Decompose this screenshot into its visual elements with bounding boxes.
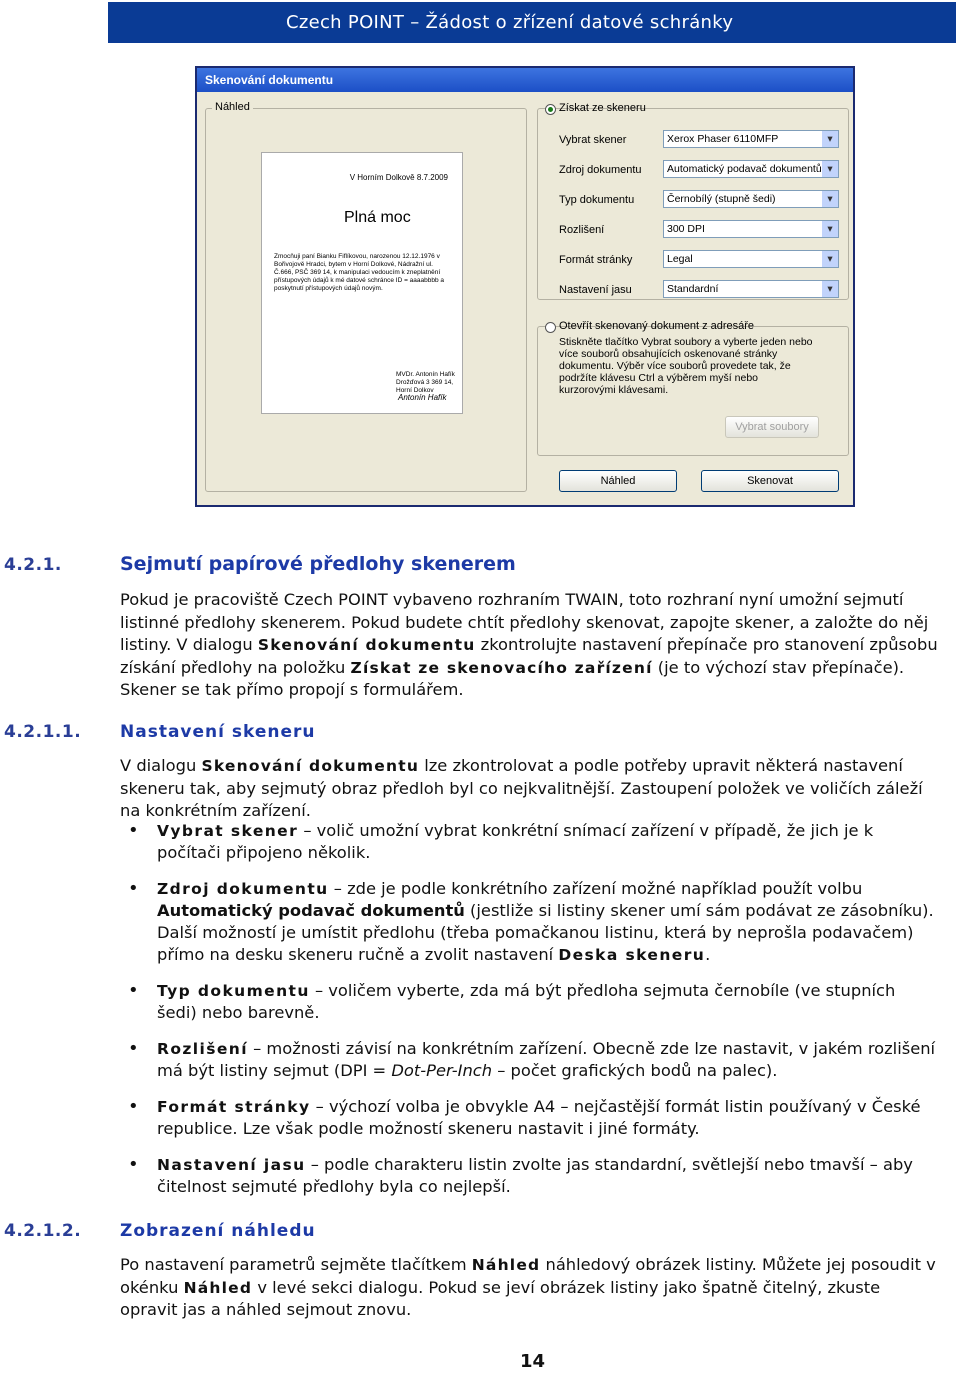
field-label-format: Formát stránky (559, 254, 633, 266)
brightness-select[interactable]: Standardní ▾ (663, 280, 839, 298)
choose-files-button[interactable]: Vybrat soubory (725, 416, 819, 438)
field-label-source: Zdroj dokumentu (559, 164, 642, 176)
file-info-text: Stiskněte tlačítko Vybrat soubory a vyberte jeden nebo více souborů obsahujících oskenované stránky dokumentu. Výběr více souborů provedete tak, že podržíte klávesu Ctrl a výběrem myší nebo kurzorovými klávesami. (559, 336, 813, 396)
list-item: • Nastavení jasu – podle charakteru listin zvolte jas standardní, světlejší nebo tmavší – aby čitelnost sejmuté předlohy byla co nejlepší. (120, 1154, 940, 1198)
section-paragraph: Pokud je pracoviště Czech POINT vybaveno rozhraním TWAIN, toto rozhraní nyní umožní sejmutí listinné předlohy skenerem. Pokud budete chtít předlohy skenovat, zapojte skener, a založte do něj listiny. V dialogu Skenování dokumentu zkontrolujte nastavení přepínače pro stanovení způsobu získání předlohy na položku Získat ze skenovacího zařízení (je to výchozí stav přepínače). Skener se tak přímo propojí s formulářem. (120, 590, 938, 699)
section-number: 4.2.1. (4, 555, 62, 575)
preview-document (261, 152, 463, 414)
page-number: 14 (520, 1351, 546, 1372)
field-label-type: Typ dokumentu (559, 194, 635, 206)
dialog-title: Skenování dokumentu (197, 68, 853, 92)
preview-signature: Antonín Hafík (398, 393, 447, 402)
subsection-title: Zobrazení náhledu (120, 1221, 316, 1241)
file-radio[interactable] (545, 322, 556, 333)
list-item: • Rozlišení – možnosti závisí na konkrétním zařízení. Obecně zde lze nastavit, v jakém rozlišení má být listiny sejmut (DPI = Dot-Per-Inch – počet grafických bodů na palec). (120, 1038, 940, 1082)
preview-button[interactable]: Náhled (559, 470, 677, 492)
type-select[interactable]: Černobílý (stupně šedi) ▾ (663, 190, 839, 208)
subsection-number: 4.2.1.2. (4, 1221, 82, 1241)
header-title: Czech POINT – Žádost o zřízení datové schránky (286, 12, 734, 33)
list-item: • Typ dokumentu – voličem vyberte, zda má být předloha sejmuta černobíle (ve stupních šedi) nebo barevně. (120, 980, 940, 1024)
subsection-number: 4.2.1.1. (4, 722, 82, 742)
list-item: • Formát stránky – výchozí volba je obvykle A4 – nejčastější formát listin používaný v České republice. Lze však podle možností skeneru nastavit i jiné formáty. (120, 1096, 940, 1140)
scan-radio[interactable] (545, 104, 556, 115)
resolution-select[interactable]: 300 DPI ▾ (663, 220, 839, 238)
scan-radio-label: Získat ze skeneru (559, 102, 646, 114)
preview-place: V Horním Dolkově 8.7.2009 (349, 173, 448, 182)
list-item: • Vybrat skener – volič umožní vybrat konkrétní snímací zařízení v případě, že jich je k počítači připojeno několik. (120, 820, 940, 864)
page-header (108, 2, 956, 43)
list-item: • Zdroj dokumentu – zde je podle konkrétního zařízení možné například použít volbu Automatický podavač dokumentů (jestliže si listiny skener umí sám podávat ze zásobníku). Další možností je umístit předlohu (třeba pomačkanou listinu, která by neprošla podavačem) přímo na desku skeneru ručně a zvolit nastavení Deska skeneru. (120, 878, 940, 966)
subsection-title: Nastavení skeneru (120, 722, 316, 742)
source-select[interactable]: Automatický podavač dokumentů ▾ (663, 160, 839, 178)
preview-group-label: Náhled (212, 101, 253, 113)
scan-dialog-screenshot (195, 66, 855, 507)
section-title: Sejmutí papírové předlohy skenerem (120, 553, 516, 575)
preview-heading: Plná moc (344, 209, 411, 226)
subsection-paragraph: Po nastavení parametrů sejměte tlačítkem Náhled náhledový obrázek listiny. Můžete jej posoudit v okénku Náhled v levé sekci dialogu. Pokud se jeví obrázek listiny jako špatně čitelný, zkuste opravit jas a náhled sejmout znovu. (120, 1255, 936, 1319)
scanner-select[interactable]: Xerox Phaser 6110MFP ▾ (663, 130, 839, 148)
scan-button[interactable]: Skenovat (701, 470, 839, 492)
file-radio-label: Otevřít skenovaný dokument z adresáře (559, 320, 755, 332)
preview-signer: MVDr. Antonín Hafík Drožďová 3 369 14, Horní Dolkov (396, 371, 455, 394)
field-label-resolution: Rozlišení (559, 224, 605, 236)
preview-body: Zmocňuji paní Bianku Fiflíkovou, narozenou 12.12.1976 v Bořivojově Hradci, bytem v Horní Dolkové, Nádražní ul. Č.666, PSČ 369 14, k manipulaci vedoucím k zneplatnění přístupových údajů k mé datové schránce ID = aaaabbbb a poskytnutí přístupových údajů novým. (274, 253, 445, 292)
subsection-paragraph: V dialogu Skenování dokumentu lze zkontrolovat a podle potřeby upravit některá nastavení skeneru tak, aby sejmutý obraz předloh byl co nejkvalitnější. Zastoupení položek ve voličích záleží na konkrétním zařízení. (120, 756, 923, 820)
format-select[interactable]: Legal ▾ (663, 250, 839, 268)
settings-list (120, 820, 940, 1212)
field-label-scanner: Vybrat skener (559, 134, 627, 146)
field-label-brightness: Nastavení jasu (559, 284, 632, 296)
